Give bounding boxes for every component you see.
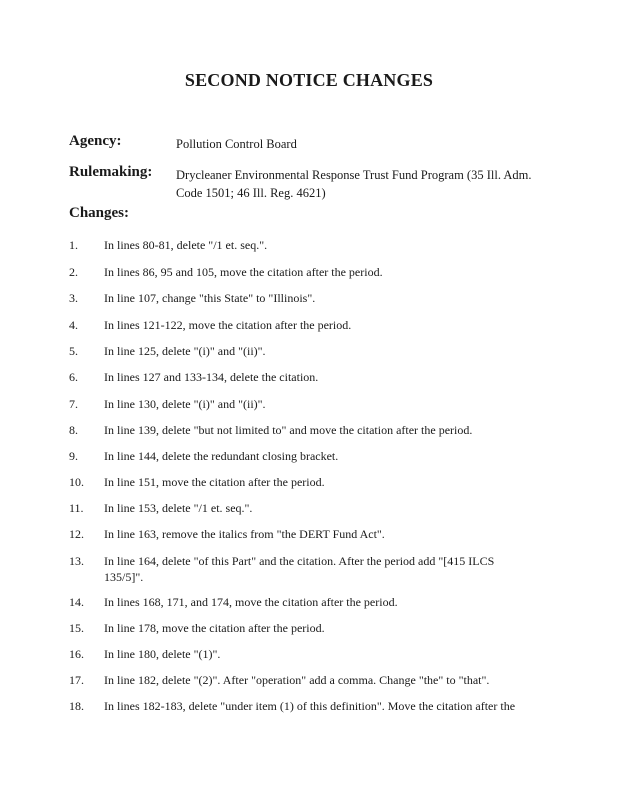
change-text: In line 151, move the citation after the period. <box>104 475 325 489</box>
change-text: In lines 168, 171, and 174, move the citation after the period. <box>104 595 398 609</box>
rulemaking-label: Rulemaking: <box>69 164 153 180</box>
change-text: In line 153, delete "/1 et. seq.". <box>104 501 253 515</box>
change-text: In lines 127 and 133-134, delete the citation. <box>104 370 319 384</box>
change-number: 3. <box>69 291 78 305</box>
change-number: 17. <box>69 673 84 687</box>
change-text: In line 182, delete "(2)". After "operation" add a comma. Change "the" to "that". <box>104 673 490 687</box>
change-number: 9. <box>69 449 78 463</box>
change-number: 8. <box>69 423 78 437</box>
change-number: 14. <box>69 595 84 609</box>
change-text: In line 164, delete "of this Part" and the citation. After the period add "[415 ILCS 135/5]". <box>104 554 495 584</box>
change-text: In line 178, move the citation after the period. <box>104 621 325 635</box>
change-text: In line 180, delete "(1)". <box>104 647 221 661</box>
change-number: 16. <box>69 647 84 661</box>
change-number: 4. <box>69 318 78 332</box>
change-number: 7. <box>69 397 78 411</box>
change-number: 15. <box>69 621 84 635</box>
rulemaking-value: Drycleaner Environmental Response Trust Fund Program (35 Ill. Adm. Code 1501; 46 Ill. Reg. 4621) <box>176 168 532 200</box>
change-text: In line 144, delete the redundant closing bracket. <box>104 449 339 463</box>
change-number: 1. <box>69 238 78 252</box>
change-text: In lines 80-81, delete "/1 et. seq.". <box>104 238 268 252</box>
change-text: In line 130, delete "(i)" and "(ii)". <box>104 397 266 411</box>
change-text: In lines 121-122, move the citation after the period. <box>104 318 352 332</box>
agency-value: Pollution Control Board <box>176 137 297 151</box>
change-number: 11. <box>69 501 84 515</box>
change-text: In line 125, delete "(i)" and "(ii)". <box>104 344 266 358</box>
change-number: 6. <box>69 370 78 384</box>
change-number: 10. <box>69 475 84 489</box>
change-number: 18. <box>69 699 84 713</box>
change-number: 12. <box>69 527 84 541</box>
page-title: SECOND NOTICE CHANGES <box>184 70 434 90</box>
change-text: In line 139, delete "but not limited to" and move the citation after the period. <box>104 423 473 437</box>
change-number: 13. <box>69 554 84 568</box>
change-number: 5. <box>69 344 78 358</box>
change-text: In lines 86, 95 and 105, move the citation after the period. <box>104 265 383 279</box>
changes-heading: Changes: <box>69 205 130 221</box>
agency-label: Agency: <box>69 133 122 149</box>
change-text: In line 163, remove the italics from "the DERT Fund Act". <box>104 527 385 541</box>
change-number: 2. <box>69 265 78 279</box>
change-text: In line 107, change "this State" to "Illinois". <box>104 291 316 305</box>
change-text: In lines 182-183, delete "under item (1) of this definition". Move the citation after the <box>104 699 516 713</box>
